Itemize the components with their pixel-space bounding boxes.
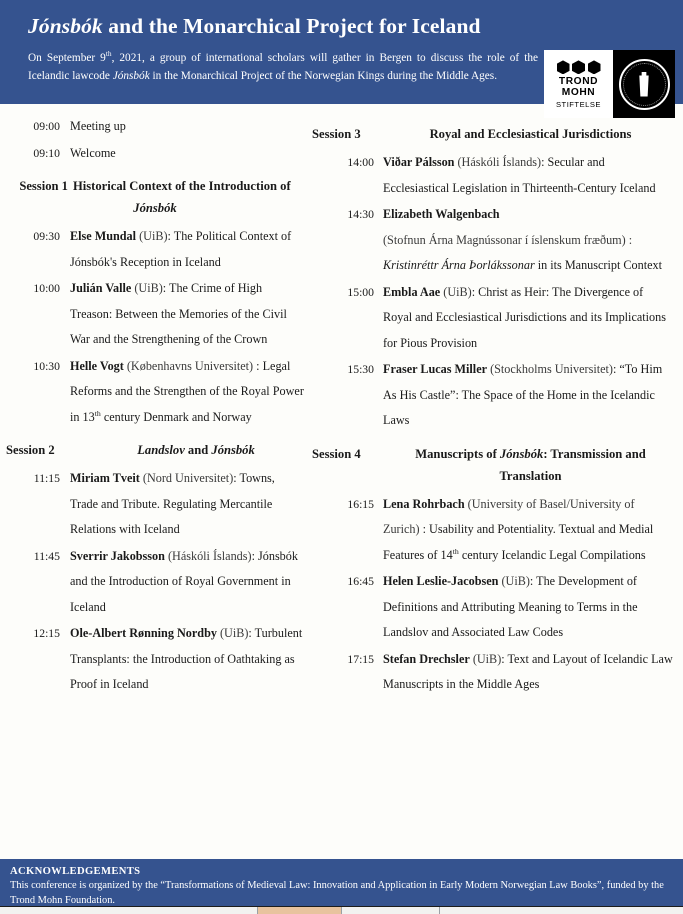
speaker-affiliation: (Københavns Universitet) [123, 358, 257, 373]
window-bottom-edge [0, 906, 683, 914]
talk-title-post: century Denmark and Norway [100, 409, 252, 424]
talk-row [312, 357, 673, 434]
tower-icon [638, 72, 651, 97]
speaker-affiliation: (Stofnun Árna Magnússonar í íslenskum fræðum) : [383, 232, 633, 247]
acknowledgements-text: This conference is organized by the “Transformations of Medieval Law: Innovation and Application in Early Modern Norwegian Law Books”, funded by the Trond Mohn Foundation. [10, 880, 664, 906]
speaker-name: Julián Valle [70, 281, 132, 295]
session-title-pre: Manuscripts of [415, 446, 500, 461]
schedule-row [6, 114, 304, 140]
talk-title: : The Political Context of Jónsbók's Reception in Iceland [70, 229, 292, 269]
talk-entry [383, 150, 673, 201]
speaker-affiliation: (UiB) [131, 281, 163, 295]
talk-time: 14:00 [347, 156, 374, 169]
talk-entry [70, 466, 304, 543]
talk-time: 14:30 [347, 208, 374, 221]
talk-title: : “To Him As His Castle”: The Space of the Home in the Icelandic Laws [383, 362, 663, 427]
talk-title-italic: Kristinréttr Árna Þorlákssonar [383, 258, 535, 272]
talk-time: 11:15 [33, 472, 60, 485]
speaker-affiliation: (Háskóli Íslands) [454, 155, 542, 169]
talk-title-ordinal: th [94, 408, 101, 418]
schedule-row [6, 141, 304, 167]
speaker-name: Stefan Drechsler [383, 651, 470, 666]
acknowledgements-title: ACKNOWLEDGEMENTS [10, 866, 141, 877]
talk-entry [70, 354, 304, 431]
blurb-part-2: , 2021, a group of international scholars will gather in Bergen to discuss the role of the Icelandic lawcode [28, 51, 538, 82]
strip-segment [440, 907, 683, 914]
talk-title: : Turbulent Transplants: the Introduction of Oathtaking as Proof in Iceland [70, 626, 303, 691]
talk-title-post: century Icelandic Legal Compilations [458, 547, 646, 562]
talk-time: 09:30 [33, 230, 60, 243]
talk-entry [383, 357, 673, 434]
talk-title: : Towns, Trade and Tribute. Regulating Mercantile Relations with Iceland [70, 471, 275, 536]
talk-time: 17:15 [347, 652, 374, 666]
session-title-mid: and [184, 443, 212, 457]
header-description [28, 48, 538, 85]
logo-text-stiftelse: STIFTELSE [555, 99, 601, 109]
strip-segment [342, 907, 440, 914]
row-time: 09:10 [33, 146, 60, 160]
session-title [388, 443, 673, 487]
talk-entry [383, 492, 673, 569]
talk-row [6, 354, 304, 431]
page-title-italic: Jónsbók [28, 14, 103, 38]
speaker-affiliation: (UiB) [498, 574, 530, 588]
blurb-part-3: in the Monarchical Project of the Norwegian Kings during the Middle Ages. [149, 69, 498, 82]
talk-time: 12:15 [33, 627, 60, 640]
session-label: Session 1 [19, 179, 68, 193]
session-title [88, 439, 304, 461]
strip-segment-accent [258, 907, 343, 914]
talk-row [312, 569, 673, 646]
talk-time: 16:45 [347, 575, 374, 588]
strip-segment [0, 907, 258, 914]
blurb-italic-term: Jónsbók [112, 69, 150, 82]
talk-time: 15:00 [347, 285, 374, 299]
speaker-name-line [383, 202, 673, 228]
session-heading-4 [312, 443, 673, 487]
session-label: Session 2 [6, 443, 55, 457]
talk-row [312, 280, 673, 357]
poster-header [0, 0, 683, 109]
talk-row [6, 276, 304, 353]
sponsor-logos [544, 50, 675, 118]
speaker-name: Sverrir Jakobsson [70, 548, 165, 563]
programme-body [0, 104, 683, 859]
session-heading-3 [312, 123, 673, 145]
talk-row [312, 647, 673, 698]
session-title-italic: Jónsbók [499, 446, 544, 461]
talk-entry [70, 544, 304, 621]
talk-title: : The Development of Definitions and Attributing Meaning to Terms in the Landslov and Associated Law Codes [383, 574, 638, 639]
row-text: Welcome [70, 145, 116, 160]
speaker-affiliation: (UiB) [440, 284, 472, 299]
talk-time: 16:15 [347, 497, 374, 511]
session-heading-1 [6, 175, 304, 219]
speaker-affiliation: (UiB) [136, 229, 168, 243]
talk-entry [383, 202, 673, 279]
talk-time: 10:00 [33, 282, 60, 295]
session-title-italic-2: Jónsbók [211, 443, 255, 457]
talk-title: : Text and Layout of Icelandic Law Manuscripts in the Middle Ages [383, 651, 673, 691]
programme-column-right [312, 114, 683, 859]
speaker-name: Embla Aae [383, 284, 441, 299]
talk-row [6, 466, 304, 543]
speaker-affiliation: (Háskóli Íslands) [164, 548, 252, 563]
blurb-part-1: On September 9 [28, 51, 106, 64]
hexagon-icon-group [557, 60, 601, 74]
talk-entry [383, 280, 673, 357]
talk-time: 15:30 [347, 363, 374, 376]
talk-title-ordinal: th [452, 546, 459, 556]
trond-mohn-stiftelse-logo [544, 50, 613, 118]
session-label: Session 3 [312, 127, 361, 141]
talk-time: 10:30 [33, 359, 60, 373]
session-title-pre: Historical Context of the Introduction of [72, 179, 291, 193]
talk-entry [383, 569, 673, 646]
session-title-italic-1: Landslov [137, 443, 185, 457]
page-title [28, 14, 661, 39]
talk-row [312, 150, 673, 201]
speaker-name: Helle Vogt [70, 358, 124, 373]
programme-column-left [0, 114, 312, 859]
session-heading-2 [6, 439, 304, 461]
logo-text-trond: TROND [558, 76, 599, 88]
talk-row [312, 202, 673, 279]
university-of-bergen-logo [613, 50, 675, 118]
blurb-ordinal-suffix: th [105, 48, 112, 58]
session-title: Royal and Ecclesiastical Jurisdictions [429, 127, 632, 141]
logo-text-mohn: MOHN [561, 87, 596, 98]
speaker-name: Miriam Tveit [70, 471, 140, 485]
hexagon-icon [557, 60, 570, 74]
university-seal-icon [619, 59, 670, 110]
session-title [73, 179, 291, 215]
talk-entry [70, 224, 304, 275]
talk-title-pre: : Usability and Potentiality. Textual and Medial Features of 14 [383, 522, 654, 562]
session-title-italic: Jónsbók [133, 201, 177, 215]
talk-time: 11:45 [33, 549, 60, 563]
speaker-name: Helen Leslie-Jacobsen [383, 574, 499, 588]
speaker-name: Fraser Lucas Miller [383, 362, 488, 376]
session-title-post: : Transmission and Translation [499, 446, 646, 483]
row-text: Meeting up [70, 119, 126, 133]
talk-row [6, 224, 304, 275]
page-title-rest: and the Monarchical Project for Iceland [102, 14, 481, 38]
speaker-name: Lena Rohrbach [383, 496, 465, 511]
hexagon-icon [588, 60, 601, 74]
speaker-affiliation: (University of Basel/University of Zurich) [383, 496, 635, 536]
speaker-affiliation: (Stockholms Universitet) [487, 362, 613, 376]
talk-title: : Christ as Heir: The Divergence of Royal and Ecclesiastical Jurisdictions and its Implications for Pious Provision [383, 284, 666, 350]
talk-row [6, 621, 304, 698]
talk-title: : The Crime of High Treason: Between the Memories of the Civil War and the Strengthening of the Crown [70, 281, 287, 346]
talk-entry [70, 276, 304, 353]
talk-entry [70, 621, 304, 698]
row-time: 09:00 [33, 120, 60, 133]
speaker-name: Viðar Pálsson [383, 155, 455, 169]
talk-row [312, 492, 673, 569]
talk-title: : Secular and Ecclesiastical Legislation in Thirteenth-Century Iceland [383, 155, 656, 195]
talk-row [6, 544, 304, 621]
speaker-name: Ole-Albert Rønning Nordby [70, 626, 217, 640]
speaker-name: Else Mundal [70, 229, 137, 243]
speaker-name: Elizabeth Walgenbach [383, 207, 500, 221]
speaker-affiliation: (Nord Universitet) [139, 471, 234, 485]
seal-inner [628, 68, 661, 101]
speaker-affiliation: (UiB) [469, 651, 502, 666]
talk-title-rest: in its Manuscript Context [534, 258, 662, 272]
talk-title: : Jónsbók and the Introduction of Royal Government in Iceland [70, 548, 298, 614]
talk-title-pre: : Legal Reforms and the Strengthen of the Royal Power in 13 [70, 358, 304, 424]
talk-entry [383, 647, 673, 698]
session-label: Session 4 [312, 446, 361, 461]
speaker-affiliation: (UiB) [216, 626, 249, 640]
hexagon-icon [572, 60, 585, 74]
